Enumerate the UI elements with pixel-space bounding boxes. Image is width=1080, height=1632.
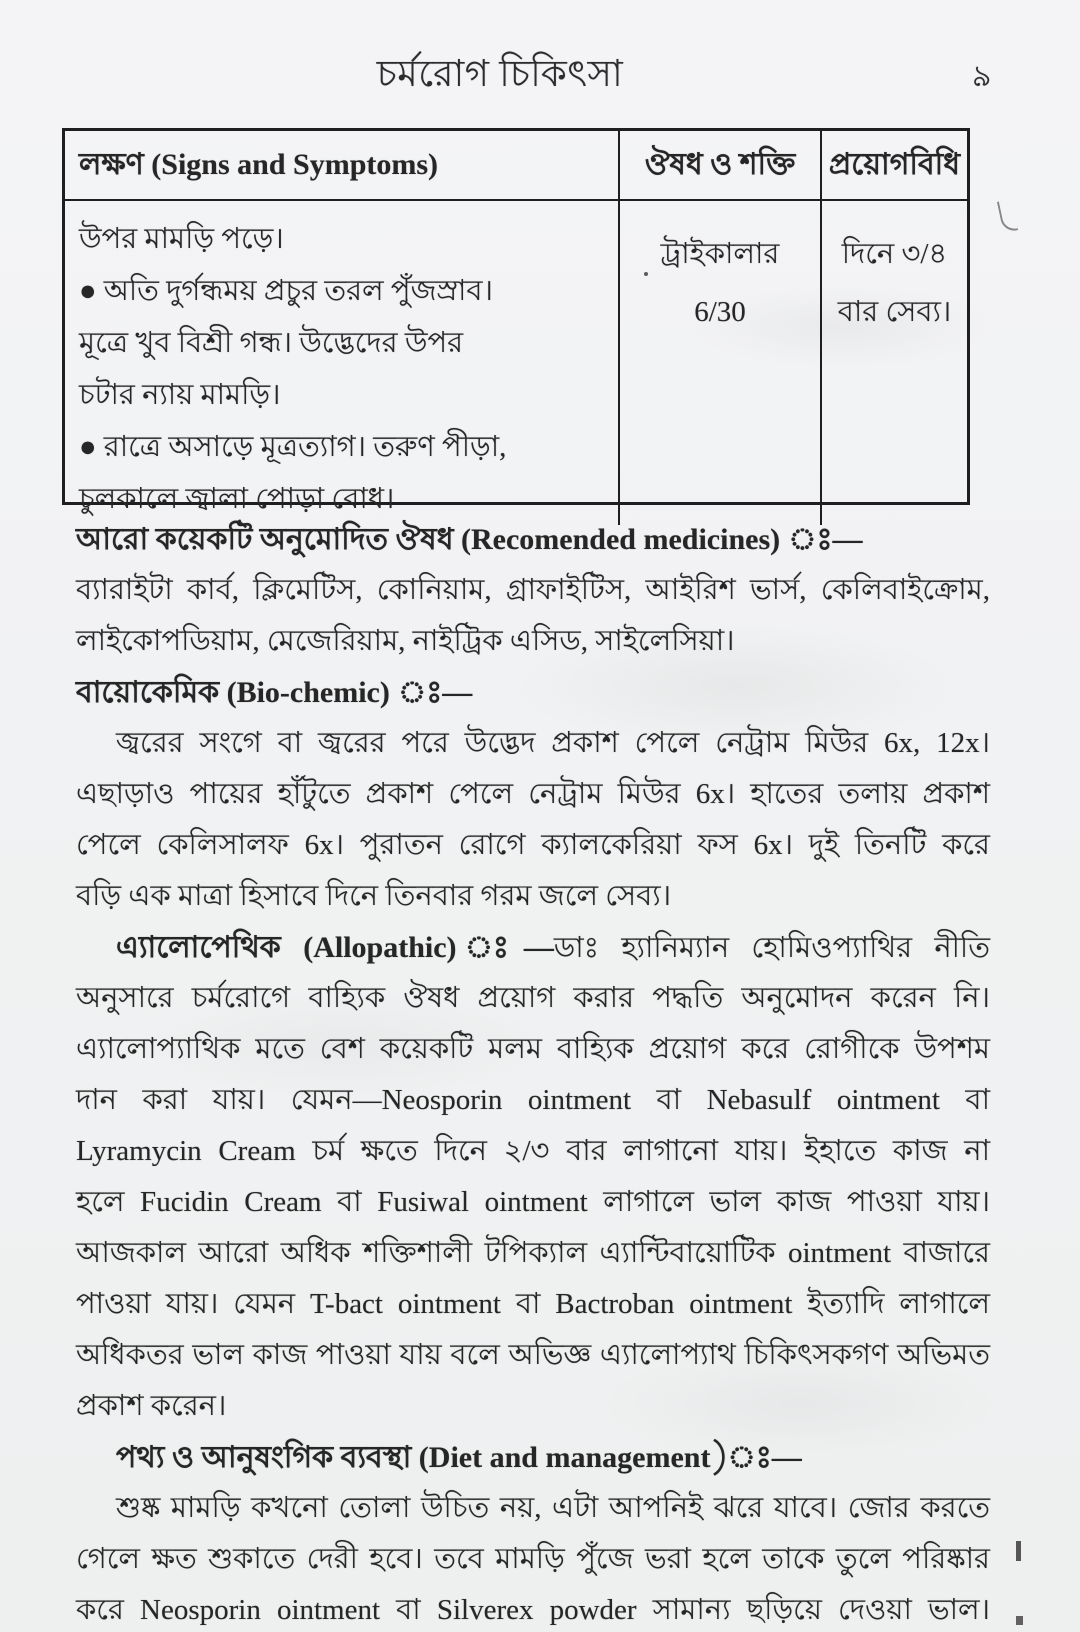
heading-rest-text: ডাঃ হ্যানিম্যান হোমিওপ্যাথির নীতি [553,932,990,964]
medicine-name: ট্রাইকালার [660,238,780,270]
table-header-medicine: ঔষধ ও শক্তি [618,131,820,201]
medicine-potency: 6/30 [694,296,746,328]
section-heading-biochemic: বায়োকেমিক (Bio-chemic) ঃ— [76,676,473,709]
text-line: বড়ি এক মাত্রা হিসাবে দিনে তিনবার গরম জলে সেব্য। [76,880,672,912]
symptom-line: ● অতি দুর্গন্ধময় প্রচুর তরল পুঁজস্রাব। [79,275,493,307]
text-line: জ্বরের সংগে বা জ্বরের পরে উদ্ভেদ প্রকাশ পেলে নেট্রাম মিউর 6x, 12x। [116,727,990,759]
dosage-line: বার সেব্য। [837,296,952,328]
symptom-line: উপর মামড়ি পড়ে। [79,223,284,255]
symptom-line: মূত্রে খুব বিশ্রী গন্ধ। উদ্ভেদের উপর [79,327,464,359]
text-line: অনুসারে চর্মরোগে বাহ্যিক ঔষধ প্রয়োগ করার পদ্ধতি অনুমোদন করেন নি। [76,982,990,1014]
text-line: এ্যালোপ্যাথিক মতে বেশ কয়েকটি মলম বাহ্যিক প্রয়োগ করে রোগীকে উপশম [76,1033,990,1065]
symptoms-medicine-table [62,128,970,515]
scan-mark [1016,1616,1023,1625]
text-line: আজকাল আরো অধিক শক্তিশালী টপিক্যাল এ্যান্টিবায়োটিক ointment বাজারে [76,1237,990,1269]
body-text [76,514,990,1632]
text-line: গেলে ক্ষত শুকাতে দেরী হবে। তবে মামড়ি পুঁজে ভরা হলে তাকে তুলে পরিষ্কার [76,1543,990,1575]
text-line: প্রকাশ করেন। [76,1390,227,1422]
section-heading-recommended: আরো কয়েকটি অনুমোদিত ঔষধ (Recomended medicines) ঃ— [76,523,863,556]
text-line: শুষ্ক মামড়ি কখনো তোলা উচিত নয়, এটা আপনিই ঝরে যাবে। জোর করতে [116,1492,990,1524]
symptom-line: চুলকালে জ্বালা পোড়া বোধ। [79,483,395,515]
scan-mark [1016,1541,1021,1561]
text-line: অধিকতর ভাল কাজ পাওয়া যায় বলে অভিজ্ঞ এ্যালোপ্যাথ চিকিৎসকগণ অভিমত [76,1339,990,1371]
section-heading-diet: পথ্য ও আনুষংগিক ব্যবস্থা (Diet and management)ঃ— [116,1441,802,1474]
page-title: চর্মরোগ চিকিৎসা [376,54,624,95]
page-number: ৯ [972,60,992,93]
section-heading-allopathic [76,922,990,973]
scan-mark [997,199,1018,233]
section-heading-label: এ্যালোপেথিক (Allopathic) ঃ— [116,931,554,964]
text-line: করে Neosporin ointment বা Silverex powder সামান্য ছড়িয়ে দেওয়া ভাল। [76,1594,990,1626]
symptom-line: ● রাত্রে অসাড়ে মূত্রত্যাগ। তরুণ পীড়া, [79,431,507,463]
text-line: এছাড়াও পায়ের হাঁটুতে প্রকাশ পেলে নেট্রাম মিউর 6x। হাতের তলায় প্রকাশ [76,778,990,810]
table-cell-dosage [820,201,967,525]
scan-mark [644,272,648,276]
symptom-line: চটার ন্যায় মামড়ি। [79,379,281,411]
table-header-dosage: প্রয়োগবিধি [820,131,967,201]
text-line: লাইকোপডিয়াম, মেজেরিয়াম, নাইট্রিক এসিড, সাইলেসিয়া। [76,625,735,657]
text-line: দান করা যায়। যেমন—Neosporin ointment বা Nebasulf ointment বা [76,1084,990,1116]
table-cell-medicine [618,201,820,525]
text-line: ব্যারাইটা কার্ব, ক্লিমেটিস, কোনিয়াম, গ্রাফাইটিস, আইরিশ ভার্স, কেলিবাইক্রোম, [76,574,990,606]
text-line: Lyramycin Cream চর্ম ক্ষতে দিনে ২/৩ বার লাগানো যায়। ইহাতে কাজ না [76,1135,990,1167]
dosage-line: দিনে ৩/৪ [841,238,948,270]
text-line: পেলে কেলিসালফ 6x। পুরাতন রোগে ক্যালকেরিয়া ফস 6x। দুই তিনটি করে [76,829,990,861]
text-line: পাওয়া যায়। যেমন T-bact ointment বা Bactroban ointment ইত্যাদি লাগালে [76,1288,990,1320]
table-header-symptoms: লক্ষণ (Signs and Symptoms) [65,131,618,201]
table-cell-symptoms [65,201,618,525]
text-line: হলে Fucidin Cream বা Fusiwal ointment লাগালে ভাল কাজ পাওয়া যায়। [76,1186,990,1218]
